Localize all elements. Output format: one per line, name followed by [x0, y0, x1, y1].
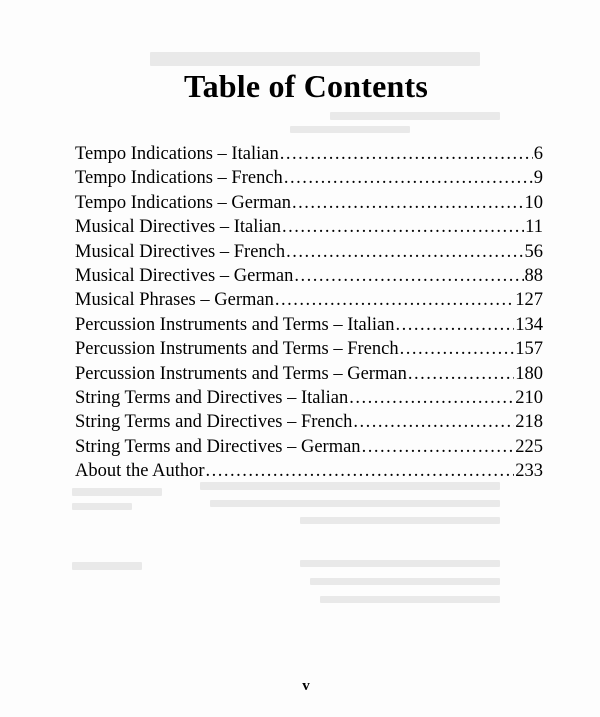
show-through-mark: [290, 126, 410, 133]
show-through-mark: [72, 562, 142, 570]
toc-entry-title: String Terms and Directives – French: [75, 412, 353, 433]
toc-entry[interactable]: [75, 264, 543, 288]
toc-entry-title: Percussion Instruments and Terms – German: [75, 363, 407, 384]
dot-leader: [349, 386, 514, 410]
toc-entry-page: 56: [524, 241, 543, 262]
dot-leader: [400, 337, 515, 361]
toc-entry-title: Percussion Instruments and Terms – Italian: [75, 314, 395, 335]
toc-entry[interactable]: [75, 337, 543, 361]
toc-entry[interactable]: [75, 191, 543, 215]
toc-entry[interactable]: [75, 215, 543, 239]
toc-entry[interactable]: [75, 288, 543, 312]
toc-entry-page: 210: [515, 387, 543, 408]
toc-entry-page: 180: [515, 363, 543, 384]
show-through-mark: [150, 52, 480, 66]
dot-leader: [280, 142, 533, 166]
show-through-mark: [72, 503, 132, 510]
dot-leader: [282, 215, 524, 239]
toc-entry-page: 225: [515, 436, 543, 457]
toc-entry-page: 127: [515, 290, 543, 311]
dot-leader: [294, 264, 523, 288]
dot-leader: [275, 288, 514, 312]
show-through-mark: [310, 578, 500, 585]
toc-entry-title: String Terms and Directives – Italian: [75, 387, 349, 408]
toc-entry-title: Musical Directives – German: [75, 265, 294, 286]
toc-entry-page: 157: [515, 339, 543, 360]
dot-leader: [284, 166, 533, 190]
page-number: v: [302, 678, 310, 694]
dot-leader: [286, 240, 523, 264]
toc-entry-page: 88: [524, 265, 543, 286]
toc-entry[interactable]: [75, 166, 543, 190]
toc-entry-title: Tempo Indications – German: [75, 192, 292, 213]
toc-entry-page: 11: [525, 217, 543, 238]
toc-entry[interactable]: [75, 410, 543, 434]
toc-entry[interactable]: [75, 435, 543, 459]
dot-leader: [206, 459, 515, 483]
toc-entry[interactable]: [75, 313, 543, 337]
toc-entry-title: String Terms and Directives – German: [75, 436, 361, 457]
toc-entry-title: Musical Directives – French: [75, 241, 286, 262]
show-through-mark: [330, 112, 500, 120]
dot-leader: [292, 191, 523, 215]
toc-entry-page: 10: [524, 192, 543, 213]
toc-entry[interactable]: [75, 362, 543, 386]
toc-entry[interactable]: [75, 240, 543, 264]
toc-entry-title: Percussion Instruments and Terms – French: [75, 339, 399, 360]
show-through-mark: [72, 488, 162, 496]
toc-entry-title: Musical Directives – Italian: [75, 217, 282, 238]
toc-entry-page: 6: [533, 144, 543, 164]
show-through-mark: [300, 517, 500, 524]
toc-entry[interactable]: [75, 142, 543, 166]
toc-entry-title: Musical Phrases – German: [75, 290, 274, 311]
page-title: Table of Contents: [183, 68, 429, 104]
show-through-mark: [210, 500, 500, 507]
toc-entry[interactable]: [75, 459, 543, 483]
toc-entry-page: 233: [515, 461, 543, 482]
toc-entry-title: Tempo Indications – Italian: [75, 144, 279, 164]
toc-list: [75, 142, 543, 483]
toc-entry-page: 218: [515, 412, 543, 433]
toc-entry-title: About the Author: [75, 461, 205, 482]
dot-leader: [408, 362, 514, 386]
show-through-mark: [300, 560, 500, 567]
dot-leader: [353, 410, 514, 434]
dot-leader: [362, 435, 515, 459]
toc-entry-page: 9: [533, 168, 543, 189]
dot-leader: [396, 313, 515, 337]
toc-entry-page: 134: [515, 314, 543, 335]
toc-entry-title: Tempo Indications – French: [75, 168, 283, 189]
toc-entry[interactable]: [75, 386, 543, 410]
show-through-mark: [320, 596, 500, 603]
